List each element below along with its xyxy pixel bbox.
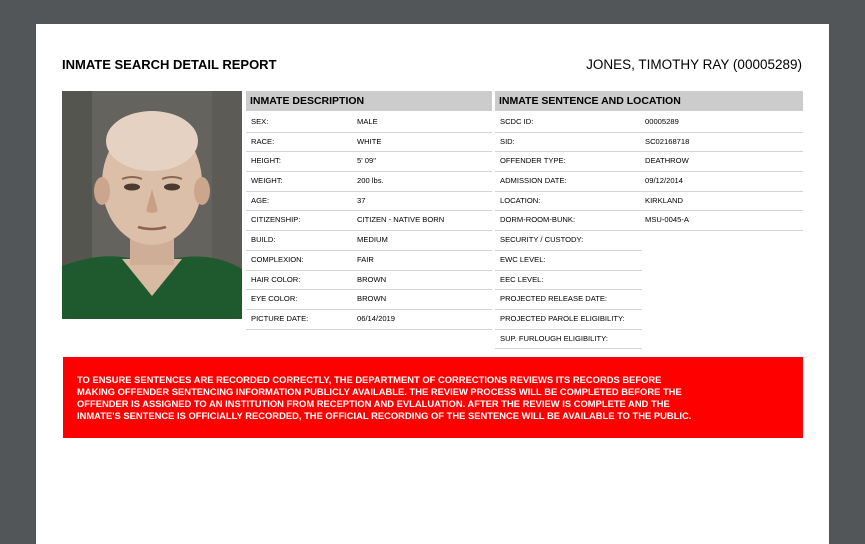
sentence-row — [495, 172, 803, 192]
notice-line: INMATE'S SENTENCE IS OFFICIALLY RECORDED, THE OFFICIAL RECORDING OF THE SENTENCE WILL BE AVAILABLE TO THE PUBLIC. — [77, 410, 692, 421]
location-label: LOCATION: — [500, 195, 541, 205]
inmate-description-section — [246, 91, 492, 330]
hair-color-value: BROWN — [357, 274, 387, 284]
description-row — [246, 231, 492, 251]
sid-value: SC02168718 — [645, 136, 690, 146]
projected-parole-eligibility-label: PROJECTED PAROLE ELIGIBILITY: — [500, 313, 625, 323]
sex-value: MALE — [357, 117, 378, 126]
inmate-description-header: INMATE DESCRIPTION — [246, 91, 492, 113]
scdc-id-value: 00005289 — [645, 117, 679, 126]
sentence-row — [495, 271, 642, 291]
ewc-level-label: EWC LEVEL: — [500, 254, 546, 264]
description-row — [246, 113, 492, 133]
description-row — [246, 172, 492, 192]
sentence-row — [495, 290, 642, 310]
admission-date-value: 09/12/2014 — [645, 176, 684, 186]
description-row — [246, 133, 492, 153]
citizenship-value: CITIZEN - NATIVE BORN — [357, 215, 445, 225]
race-value: WHITE — [357, 136, 382, 146]
dorm-room-bunk-value: MSU-0045-A — [645, 215, 689, 225]
age-label: AGE: — [251, 195, 270, 205]
sentence-row — [495, 211, 803, 231]
report-page — [36, 24, 829, 544]
age-value: 37 — [357, 195, 366, 205]
inmate-sentence-header: INMATE SENTENCE AND LOCATION — [495, 91, 803, 113]
hair-color-label: HAIR COLOR: — [251, 274, 301, 284]
inmate-sentence-section — [495, 91, 803, 349]
weight-value: 200 lbs. — [357, 176, 384, 186]
weight-label: WEIGHT: — [251, 176, 283, 186]
sid-label: SID: — [500, 136, 515, 146]
notice-line: OFFENDER IS ASSIGNED TO AN INSTITUTION FROM RECEPTION AND EVLALUATION. AFTER THE REVIEW IS COMPLETE AND THE — [77, 398, 670, 409]
sentence-row — [495, 231, 642, 251]
description-row — [246, 152, 492, 172]
sup-furlough-eligibility-label: SUP. FURLOUGH ELIGIBILITY: — [500, 333, 608, 343]
sentence-row — [495, 310, 642, 330]
sentence-review-notice — [63, 357, 803, 438]
inmate-name: JONES, TIMOTHY RAY (00005289) — [586, 57, 802, 72]
description-row — [246, 251, 492, 271]
offender-type-value: DEATHROW — [645, 156, 689, 166]
height-value: 5' 09" — [357, 156, 376, 166]
sentence-row — [495, 152, 803, 172]
sentence-row — [495, 192, 803, 212]
description-row — [246, 211, 492, 231]
citizenship-label: CITIZENSHIP: — [251, 215, 301, 225]
notice-line: MAKING OFFENDER SENTENCING INFORMATION PUBLICLY AVAILABLE. THE REVIEW PROCESS WILL BE COMPLETED BEFORE THE — [77, 386, 682, 397]
eye-color-label: EYE COLOR: — [251, 294, 298, 304]
build-label: BUILD: — [251, 235, 276, 245]
sentence-row — [495, 251, 642, 271]
admission-date-label: ADMISSION DATE: — [500, 176, 567, 186]
location-value: KIRKLAND — [645, 195, 683, 205]
complexion-value: FAIR — [357, 254, 374, 264]
height-label: HEIGHT: — [251, 156, 281, 166]
description-row — [246, 310, 492, 330]
sex-label: SEX: — [251, 117, 269, 126]
picture-date-value: 06/14/2019 — [357, 313, 396, 323]
build-value: MEDIUM — [357, 235, 388, 245]
complexion-label: COMPLEXION: — [251, 254, 304, 264]
inmate-photo-icon — [62, 91, 242, 319]
eec-level-label: EEC LEVEL: — [500, 274, 544, 284]
picture-date-label: PICTURE DATE: — [251, 313, 309, 323]
eye-color-value: BROWN — [357, 294, 387, 304]
projected-release-date-label: PROJECTED RELEASE DATE: — [500, 294, 608, 304]
offender-type-label: OFFENDER TYPE: — [500, 156, 566, 166]
report-title: INMATE SEARCH DETAIL REPORT — [62, 57, 277, 72]
scdc-id-label: SCDC ID: — [500, 117, 534, 126]
sentence-row — [495, 330, 642, 350]
notice-line: TO ENSURE SENTENCES ARE RECORDED CORRECTLY, THE DEPARTMENT OF CORRECTIONS REVIEWS ITS RECORDS BEFORE — [77, 374, 662, 385]
dorm-room-bunk-label: DORM-ROOM-BUNK: — [500, 215, 576, 225]
race-label: RACE: — [251, 136, 275, 146]
inmate-photo — [62, 91, 242, 319]
description-row — [246, 290, 492, 310]
security-custody-label: SECURITY / CUSTODY: — [500, 235, 584, 245]
description-row — [246, 271, 492, 291]
sentence-row — [495, 133, 803, 153]
description-row — [246, 192, 492, 212]
sentence-row — [495, 113, 803, 133]
